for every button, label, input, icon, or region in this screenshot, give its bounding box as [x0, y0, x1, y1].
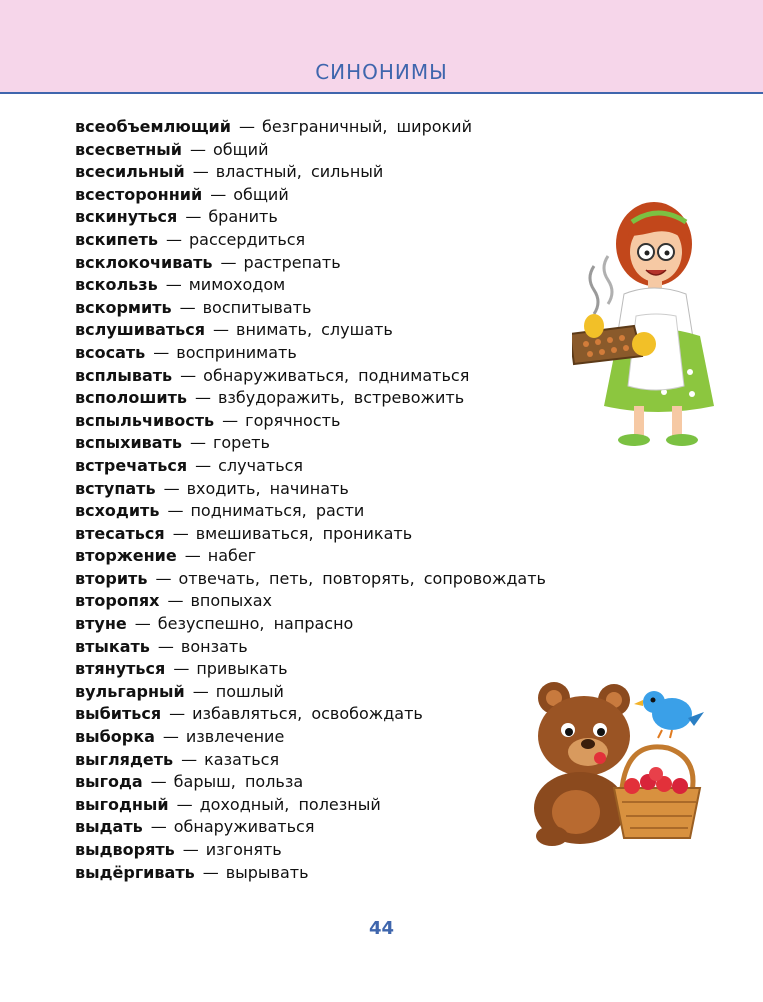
synonym-entry [75, 387, 635, 410]
entry-dash: — [179, 297, 196, 317]
entry-dash: — [189, 433, 206, 453]
entry-definition: обнаруживаться [173, 817, 315, 837]
entry-definition: взбудоражить, встревожить [217, 388, 465, 408]
entry-term: всесторонний [75, 184, 203, 204]
entry-dash: — [210, 184, 227, 204]
synonym-entry [75, 500, 635, 523]
entry-dash: — [134, 614, 151, 634]
entry-definition: доходный, полезный [199, 794, 381, 814]
entry-definition: подниматься, расти [190, 501, 365, 521]
entry-dash: — [153, 342, 170, 362]
entry-term: выбиться [75, 704, 162, 724]
entry-dash: — [202, 862, 219, 882]
entry-dash: — [222, 410, 239, 430]
entry-dash: — [181, 749, 198, 769]
entry-definition: отвечать, петь, повторять, сопровождать [178, 568, 546, 588]
entry-dash: — [220, 252, 237, 272]
synonym-entry [75, 184, 635, 207]
entry-term: вторжение [75, 546, 177, 566]
entry-term: выгодный [75, 794, 169, 814]
synonym-entry [75, 545, 635, 568]
synonym-entry [75, 161, 635, 184]
entry-definition: извлечение [185, 727, 285, 747]
entry-dash: — [155, 568, 172, 588]
entry-definition: рассердиться [188, 229, 306, 249]
synonym-entry [75, 568, 635, 591]
entry-definition: растрепать [243, 252, 341, 272]
entry-term: вступать [75, 478, 156, 498]
entry-definition: избавляться, освобождать [192, 704, 423, 724]
entry-term: выгода [75, 772, 143, 792]
synonym-entry [75, 116, 635, 139]
entry-definition: впопыхах [190, 591, 272, 611]
entry-definition: воспринимать [176, 342, 297, 362]
synonym-entry [75, 252, 635, 275]
entry-term: всклокочивать [75, 252, 213, 272]
entry-dash: — [167, 591, 184, 611]
entry-dash: — [172, 523, 189, 543]
page-title: СИНОНИМЫ [315, 60, 448, 84]
entry-term: втуне [75, 614, 127, 634]
entry-definition: барыш, польза [173, 772, 304, 792]
synonym-entry [75, 523, 635, 546]
entry-term: выдёргивать [75, 862, 195, 882]
entry-definition: вонзать [180, 636, 248, 656]
entry-term: выглядеть [75, 749, 174, 769]
entry-definition: бранить [208, 207, 278, 227]
entry-definition: входить, начинать [186, 478, 349, 498]
entry-term: второпях [75, 591, 160, 611]
entry-term: вскипеть [75, 229, 158, 249]
entry-dash: — [180, 365, 197, 385]
entry-term: всесветный [75, 139, 182, 159]
bear-illustration [522, 678, 712, 848]
entry-dash: — [192, 162, 209, 182]
synonym-entry [75, 432, 635, 455]
entry-term: выдворять [75, 840, 175, 859]
synonym-entry [75, 274, 635, 297]
entry-dash: — [169, 704, 186, 724]
entry-dash: — [195, 455, 212, 475]
synonym-entry [75, 478, 635, 501]
entry-definition: общий [233, 184, 289, 204]
entry-definition: безграничный, широкий [261, 117, 472, 136]
synonym-entry [75, 613, 635, 636]
cook-illustration [572, 196, 732, 448]
synonym-entry [75, 139, 635, 162]
synonym-entry [75, 297, 635, 320]
entry-definition: общий [212, 139, 269, 159]
entry-term: всплывать [75, 365, 173, 385]
synonym-entry [75, 590, 635, 613]
page-number: 44 [368, 918, 395, 939]
entry-dash: — [165, 275, 182, 295]
entry-dash: — [157, 636, 174, 656]
synonym-entry [75, 365, 635, 388]
synonym-entry [75, 862, 635, 885]
entry-term: вскользь [75, 275, 158, 295]
entry-term: всходить [75, 501, 160, 521]
entry-term: выдать [75, 817, 143, 837]
entry-definition: вырывать [225, 862, 309, 882]
entry-dash: — [182, 840, 199, 859]
entry-dash: — [213, 320, 230, 340]
entry-dash: — [173, 659, 190, 679]
entry-definition: гореть [212, 433, 270, 453]
entry-term: всесильный [75, 162, 185, 182]
entry-dash: — [185, 207, 202, 227]
entry-dash: — [238, 117, 255, 136]
entry-definition: воспитывать [202, 297, 312, 317]
entry-term: вслушиваться [75, 320, 206, 340]
entry-dash: — [194, 388, 211, 408]
synonym-entry [75, 455, 635, 478]
entry-term: втыкать [75, 636, 150, 656]
entry-definition: набег [207, 546, 257, 566]
entry-term: вспыхивать [75, 433, 182, 453]
entry-dash: — [162, 727, 179, 747]
entry-definition: пошлый [215, 681, 284, 701]
entry-definition: обнаруживаться, подниматься [203, 365, 470, 385]
entry-dash: — [165, 229, 182, 249]
entry-dash: — [150, 817, 167, 837]
entry-term: всеобъемлющий [75, 117, 231, 136]
entry-term: вторить [75, 568, 148, 588]
synonym-entry [75, 229, 635, 252]
entry-term: всполошить [75, 388, 187, 408]
entry-dash: — [176, 794, 193, 814]
entry-dash: — [189, 139, 206, 159]
entry-term: вспыльчивость [75, 410, 215, 430]
entry-term: встречаться [75, 455, 188, 475]
entry-definition: безуспешно, напрасно [157, 614, 354, 634]
synonym-entry [75, 410, 635, 433]
entry-dash: — [150, 772, 167, 792]
entry-term: вскормить [75, 297, 172, 317]
synonym-entry [75, 319, 635, 342]
entry-term: вскинуться [75, 207, 178, 227]
entry-definition: казаться [204, 749, 280, 769]
entry-definition: привыкать [196, 659, 288, 679]
entry-definition: мимоходом [188, 275, 286, 295]
entry-definition: изгонять [205, 840, 282, 859]
entry-term: всосать [75, 342, 146, 362]
entry-term: вульгарный [75, 681, 185, 701]
entry-definition: внимать, слушать [236, 320, 393, 340]
entry-definition: случаться [218, 455, 304, 475]
synonym-entry [75, 206, 635, 229]
synonym-entry [75, 636, 635, 659]
entry-term: втесаться [75, 523, 165, 543]
entry-dash: — [184, 546, 201, 566]
entry-definition: горячность [245, 410, 341, 430]
entry-term: выборка [75, 727, 155, 747]
entry-dash: — [167, 501, 184, 521]
entry-dash: — [192, 681, 209, 701]
entry-definition: вмешиваться, проникать [195, 523, 413, 543]
entry-dash: — [163, 478, 180, 498]
entry-definition: властный, сильный [215, 162, 384, 182]
synonym-entry [75, 342, 635, 365]
entry-term: втянуться [75, 659, 166, 679]
